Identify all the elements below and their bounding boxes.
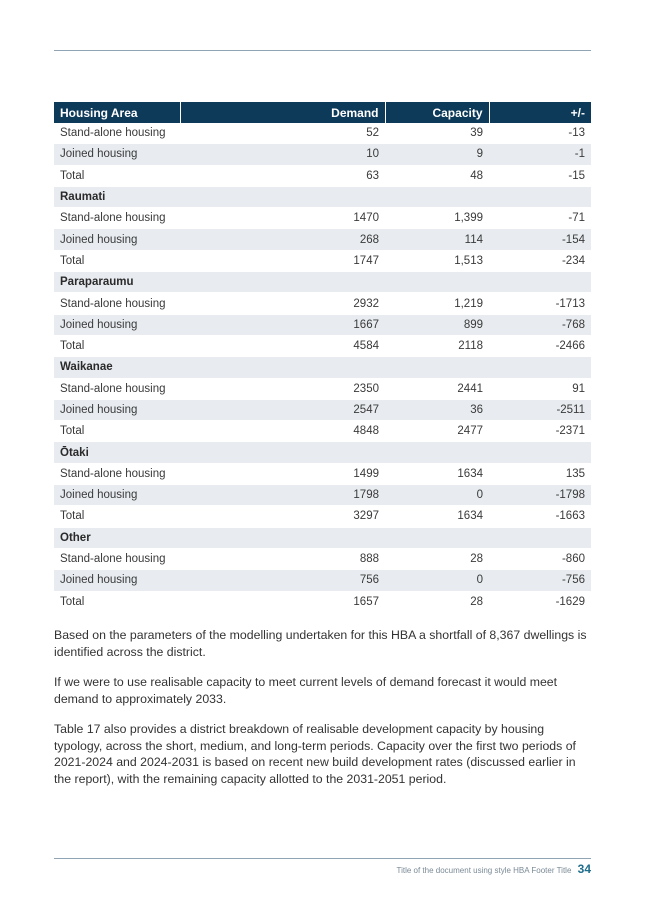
demand-cell: 3297 bbox=[180, 506, 385, 527]
capacity-cell: 0 bbox=[385, 485, 489, 506]
table-section-row bbox=[54, 442, 591, 463]
difference-cell: -13 bbox=[489, 123, 591, 144]
demand-cell: 10 bbox=[180, 144, 385, 165]
difference-cell: -1 bbox=[489, 144, 591, 165]
capacity-cell: 1,219 bbox=[385, 293, 489, 314]
col-header-demand: Demand bbox=[180, 102, 385, 123]
difference-cell: 135 bbox=[489, 463, 591, 484]
section-label: Raumati bbox=[54, 186, 591, 207]
row-label: Total bbox=[54, 165, 180, 186]
row-label: Total bbox=[54, 250, 180, 271]
table-row bbox=[54, 399, 591, 420]
table-section-row bbox=[54, 527, 591, 548]
row-label: Joined housing bbox=[54, 144, 180, 165]
table-row bbox=[54, 335, 591, 356]
difference-cell: -1629 bbox=[489, 591, 591, 612]
demand-cell: 268 bbox=[180, 229, 385, 250]
capacity-cell: 39 bbox=[385, 123, 489, 144]
table-row bbox=[54, 165, 591, 186]
row-label: Total bbox=[54, 591, 180, 612]
table-header-row bbox=[54, 102, 591, 123]
capacity-cell: 48 bbox=[385, 165, 489, 186]
row-label: Stand-alone housing bbox=[54, 548, 180, 569]
row-label: Total bbox=[54, 335, 180, 356]
section-label: Waikanae bbox=[54, 357, 591, 378]
paragraph-shortfall: Based on the parameters of the modelling undertaken for this HBA a shortfall of 8,367 dwellings is identified across the district. bbox=[54, 628, 587, 659]
demand-cell: 52 bbox=[180, 123, 385, 144]
row-label: Joined housing bbox=[54, 399, 180, 420]
demand-cell: 2932 bbox=[180, 293, 385, 314]
capacity-cell: 899 bbox=[385, 314, 489, 335]
table-row bbox=[54, 570, 591, 591]
demand-cell: 1798 bbox=[180, 485, 385, 506]
demand-cell: 888 bbox=[180, 548, 385, 569]
table-row bbox=[54, 144, 591, 165]
table-section-row bbox=[54, 186, 591, 207]
demand-cell: 63 bbox=[180, 165, 385, 186]
difference-cell: -2511 bbox=[489, 399, 591, 420]
capacity-cell: 0 bbox=[385, 570, 489, 591]
difference-cell: -15 bbox=[489, 165, 591, 186]
row-label: Joined housing bbox=[54, 229, 180, 250]
demand-cell: 1657 bbox=[180, 591, 385, 612]
capacity-cell: 2441 bbox=[385, 378, 489, 399]
col-header-capacity: Capacity bbox=[385, 102, 489, 123]
capacity-cell: 2118 bbox=[385, 335, 489, 356]
capacity-cell: 2477 bbox=[385, 421, 489, 442]
table-row bbox=[54, 463, 591, 484]
col-header-difference: +/- bbox=[489, 102, 591, 123]
col-header-housing-area: Housing Area bbox=[54, 102, 180, 123]
demand-cell: 1667 bbox=[180, 314, 385, 335]
table-row bbox=[54, 123, 591, 144]
difference-cell: -234 bbox=[489, 250, 591, 271]
difference-cell: -768 bbox=[489, 314, 591, 335]
row-label: Stand-alone housing bbox=[54, 463, 180, 484]
table-row bbox=[54, 485, 591, 506]
table-body bbox=[54, 123, 591, 612]
demand-cell: 1499 bbox=[180, 463, 385, 484]
capacity-cell: 1634 bbox=[385, 463, 489, 484]
difference-cell: -2371 bbox=[489, 421, 591, 442]
capacity-cell: 114 bbox=[385, 229, 489, 250]
difference-cell: -2466 bbox=[489, 335, 591, 356]
housing-capacity-table bbox=[54, 102, 591, 613]
row-label: Joined housing bbox=[54, 570, 180, 591]
paragraph-district-breakdown: Table 17 also provides a district breakdown of realisable development capacity by housing typology, across the short, medium, and long-term periods. Capacity over the first two periods of 2021-2024 and 2024-2031 is based on recent new build development rates (discussed earlier in the report), with the remaining capacity allotted to the 2031-2051 period. bbox=[54, 722, 576, 786]
table-row bbox=[54, 378, 591, 399]
section-label: Paraparaumu bbox=[54, 272, 591, 293]
table-row bbox=[54, 293, 591, 314]
table-row bbox=[54, 421, 591, 442]
table-row bbox=[54, 314, 591, 335]
capacity-cell: 1,399 bbox=[385, 208, 489, 229]
difference-cell: -1798 bbox=[489, 485, 591, 506]
demand-cell: 2547 bbox=[180, 399, 385, 420]
table-row bbox=[54, 591, 591, 612]
row-label: Stand-alone housing bbox=[54, 123, 180, 144]
section-label: Other bbox=[54, 527, 591, 548]
row-label: Joined housing bbox=[54, 485, 180, 506]
page-number: 34 bbox=[577, 862, 591, 876]
top-divider bbox=[54, 50, 591, 51]
demand-cell: 756 bbox=[180, 570, 385, 591]
capacity-cell: 36 bbox=[385, 399, 489, 420]
row-label: Total bbox=[54, 506, 180, 527]
difference-cell: -71 bbox=[489, 208, 591, 229]
table-row bbox=[54, 548, 591, 569]
demand-cell: 1470 bbox=[180, 208, 385, 229]
capacity-cell: 9 bbox=[385, 144, 489, 165]
capacity-cell: 1634 bbox=[385, 506, 489, 527]
demand-cell: 2350 bbox=[180, 378, 385, 399]
paragraph-demand-forecast: If we were to use realisable capacity to meet current levels of demand forecast it would meet demand to approximately 2033. bbox=[54, 675, 558, 706]
table-row bbox=[54, 208, 591, 229]
difference-cell: -1663 bbox=[489, 506, 591, 527]
capacity-cell: 28 bbox=[385, 591, 489, 612]
row-label: Stand-alone housing bbox=[54, 293, 180, 314]
table-section-row bbox=[54, 357, 591, 378]
row-label: Joined housing bbox=[54, 314, 180, 335]
difference-cell: -860 bbox=[489, 548, 591, 569]
demand-cell: 4848 bbox=[180, 421, 385, 442]
difference-cell: -756 bbox=[489, 570, 591, 591]
difference-cell: 91 bbox=[489, 378, 591, 399]
capacity-cell: 28 bbox=[385, 548, 489, 569]
row-label: Stand-alone housing bbox=[54, 378, 180, 399]
page-footer bbox=[397, 862, 592, 876]
row-label: Stand-alone housing bbox=[54, 208, 180, 229]
table-row bbox=[54, 250, 591, 271]
table-section-row bbox=[54, 272, 591, 293]
demand-cell: 1747 bbox=[180, 250, 385, 271]
bottom-divider bbox=[54, 858, 591, 859]
section-label: Ōtaki bbox=[54, 442, 591, 463]
demand-cell: 4584 bbox=[180, 335, 385, 356]
table-row bbox=[54, 506, 591, 527]
difference-cell: -154 bbox=[489, 229, 591, 250]
table-row bbox=[54, 229, 591, 250]
capacity-cell: 1,513 bbox=[385, 250, 489, 271]
footer-title: Title of the document using style HBA Footer Title bbox=[396, 866, 572, 875]
difference-cell: -1713 bbox=[489, 293, 591, 314]
row-label: Total bbox=[54, 421, 180, 442]
